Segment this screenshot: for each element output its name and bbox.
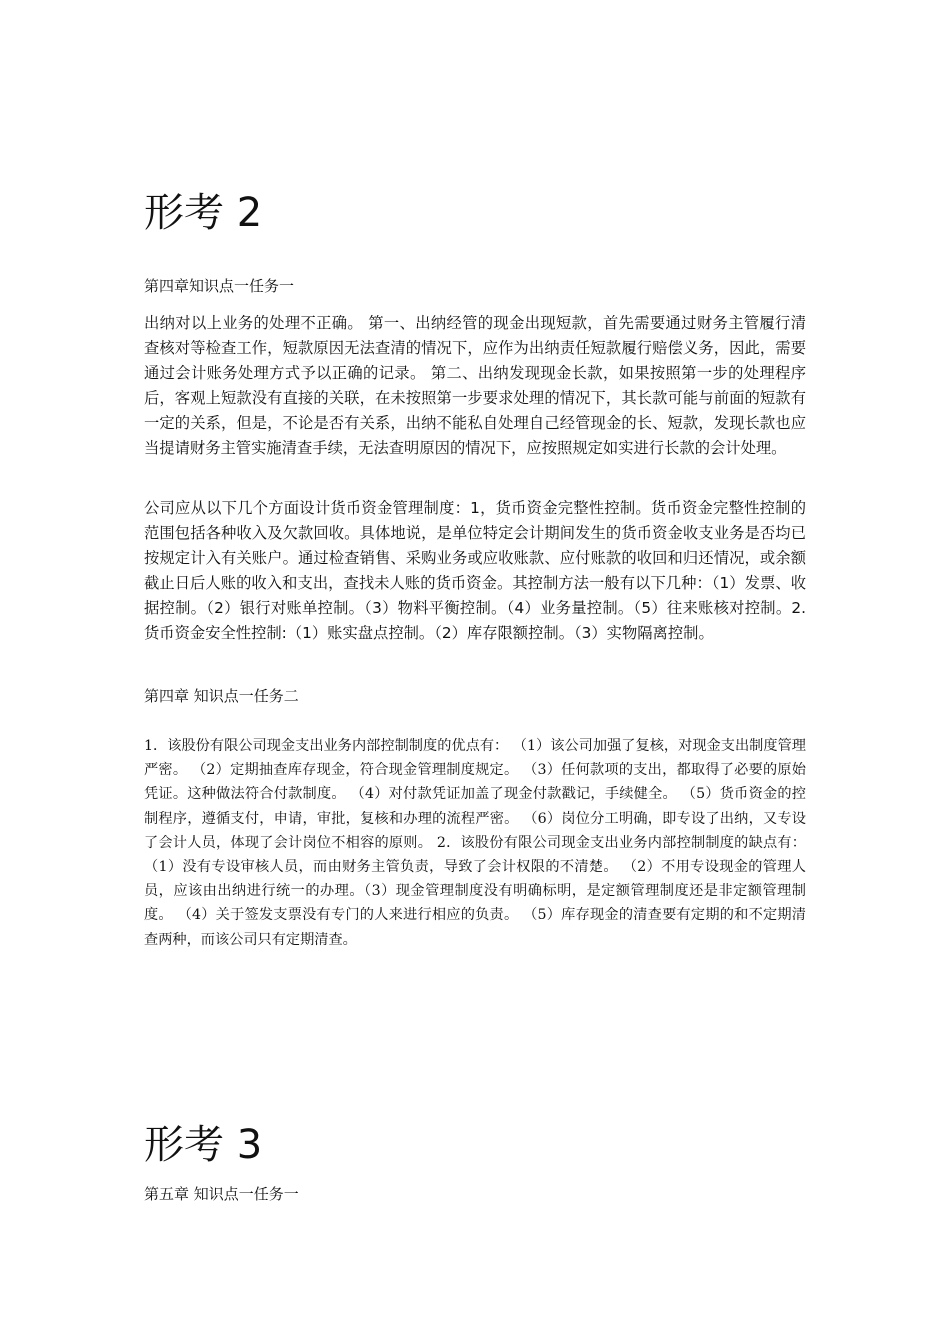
subheading-ch5-task1: 第五章 知识点一任务一 (144, 1185, 299, 1203)
section-title-number: 3 (236, 1122, 263, 1168)
section-title-text: 形考 (144, 1122, 237, 1168)
section-title-number: 2 (236, 190, 263, 236)
paragraph-fund-management: 公司应从以下几个方面设计货币资金管理制度：1，货币资金完整性控制。货币资金完整性控制的范围包括各种收入及欠款回收。具体地说，是单位特定会计期间发生的货币资金收支业务是否均已按规定计入有关账户。通过检查销售、采购业务或应收账款、应付账款的收回和归还情况，或余额截止日后人账的收入和支出，查找未人账的货币资金。其控制方法一般有以下几种：（1）发票、收据控制。（2）银行对账单控制。（3）物料平衡控制。（4）业务量控制。（5）往来账核对控制。2.货币资金安全性控制:（1）账实盘点控制。（2）库存限额控制。（3）实物隔离控制。 (144, 499, 806, 642)
paragraph-cash-handling: 出纳对以上业务的处理不正确。 第一、出纳经管的现金出现短款，首先需要通过财务主管履行清查核对等检查工作，短款原因无法查清的情况下，应作为出纳责任短款履行赔偿义务，因此，需要通过会计账务处理方式予以正确的记录。 第二、出纳发现现金长款，如果按照第一步的处理程序后，客观上短款没有直接的关联，在未按照第一步要求处理的情况下，其长款可能与前面的短款有一定的关系，但是，不论是否有关系，出纳不能私自处理自己经管现金的长、短款，发现长款也应当提请财务主管实施清查手续，无法查明原因的情况下，应按照规定如实进行长款的会计处理。 (144, 314, 806, 457)
section-title-2 (144, 188, 806, 238)
section-title-text: 形考 (144, 190, 237, 236)
section-title-3 (144, 1120, 806, 1170)
paragraph-internal-control: 1．该股份有限公司现金支出业务内部控制制度的优点有： （1）该公司加强了复核，对现金支出制度管理严密。 （2）定期抽查库存现金，符合现金管理制度规定。 （3）任何款项的支出，都取得了必要的原始凭证。这种做法符合付款制度。 （4）对付款凭证加盖了现金付款戳记，手续健全。 （5）货币资金的控制程序，遵循支付，申请，审批，复核和办理的流程严密。 （6）岗位分工明确，即专设了出纳，又专设了会计人员，体现了会计岗位不相容的原则。 2．该股份有限公司现金支出业务内部控制制度的缺点有： （1）没有专设审核人员，而由财务主管负责，导致了会计权限的不清楚。 （2）不用专设现金的管理人员，应该由出纳进行统一的办理。（3）现金管理制度没有明确标明，是定额管理制度还是非定额管理制度。 （4）关于签发支票没有专门的人来进行相应的负责。 （5）库存现金的清查要有定期的和不定期清查两种，而该公司只有定期清查。 (144, 738, 806, 948)
subheading-ch4-task2: 第四章 知识点一任务二 (144, 687, 299, 705)
subheading-ch4-task1: 第四章知识点一任务一 (144, 277, 295, 295)
